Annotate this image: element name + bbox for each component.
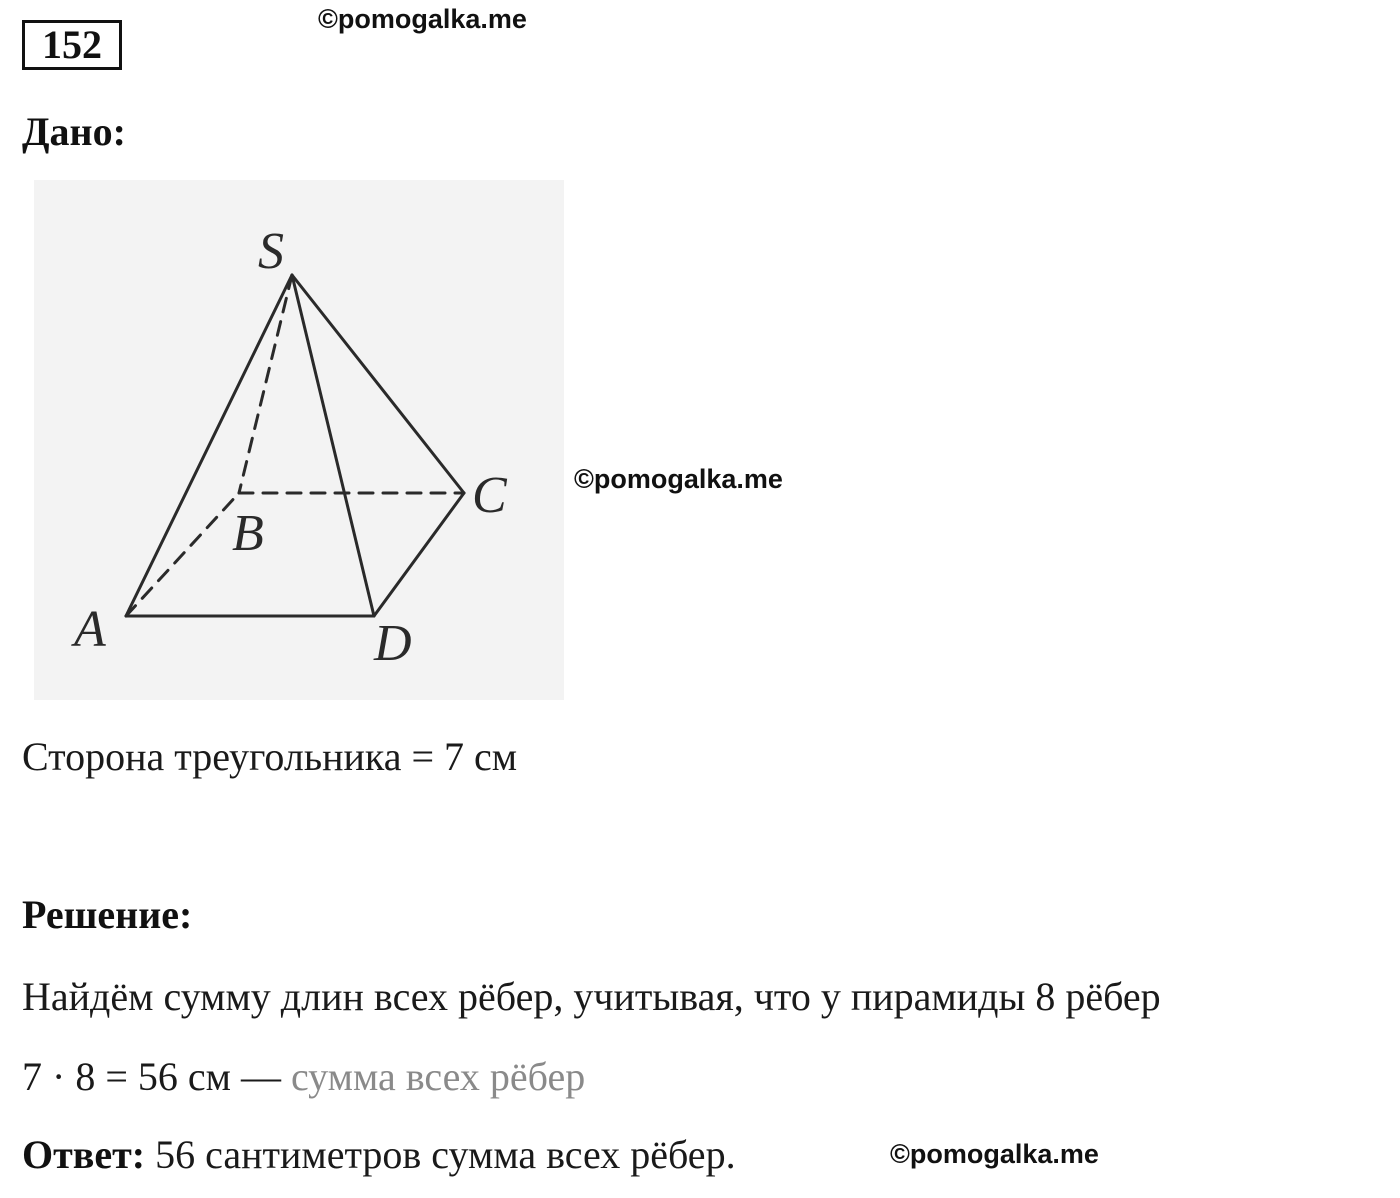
vertex-label-b: B bbox=[232, 505, 264, 562]
pyramid-figure bbox=[34, 180, 564, 700]
vertex-label-s: S bbox=[258, 223, 284, 280]
solution-heading: Решение: bbox=[22, 892, 193, 937]
edge-ab bbox=[126, 493, 239, 616]
solution-text: Найдём сумму длин всех рёбер, учитывая, что у пирамиды 8 рёбер bbox=[22, 974, 1161, 1019]
edge-sb bbox=[239, 275, 292, 493]
problem-number: 152 bbox=[22, 20, 122, 70]
pyramid-diagram bbox=[34, 180, 564, 700]
watermark: ©pomogalka.me bbox=[574, 464, 783, 494]
calculation-line bbox=[22, 1053, 585, 1100]
given-text: Сторона треугольника = 7 см bbox=[22, 734, 518, 779]
given-heading: Дано: bbox=[22, 109, 126, 154]
answer-text: 56 сантиметров сумма всех рёбер. bbox=[145, 1132, 736, 1177]
calc-note: сумма всех рёбер bbox=[290, 1054, 586, 1099]
calc-expression: 7 · 8 = 56 см — bbox=[22, 1054, 291, 1099]
watermark: ©pomogalka.me bbox=[890, 1139, 1099, 1169]
answer-line bbox=[22, 1131, 736, 1178]
answer-label: Ответ: bbox=[22, 1132, 146, 1177]
watermark: ©pomogalka.me bbox=[318, 4, 527, 34]
edge-sa bbox=[126, 275, 292, 616]
vertex-label-d: D bbox=[374, 615, 412, 672]
vertex-label-a: A bbox=[74, 601, 106, 658]
edge-dc bbox=[374, 493, 464, 616]
vertex-label-c: C bbox=[472, 467, 507, 524]
